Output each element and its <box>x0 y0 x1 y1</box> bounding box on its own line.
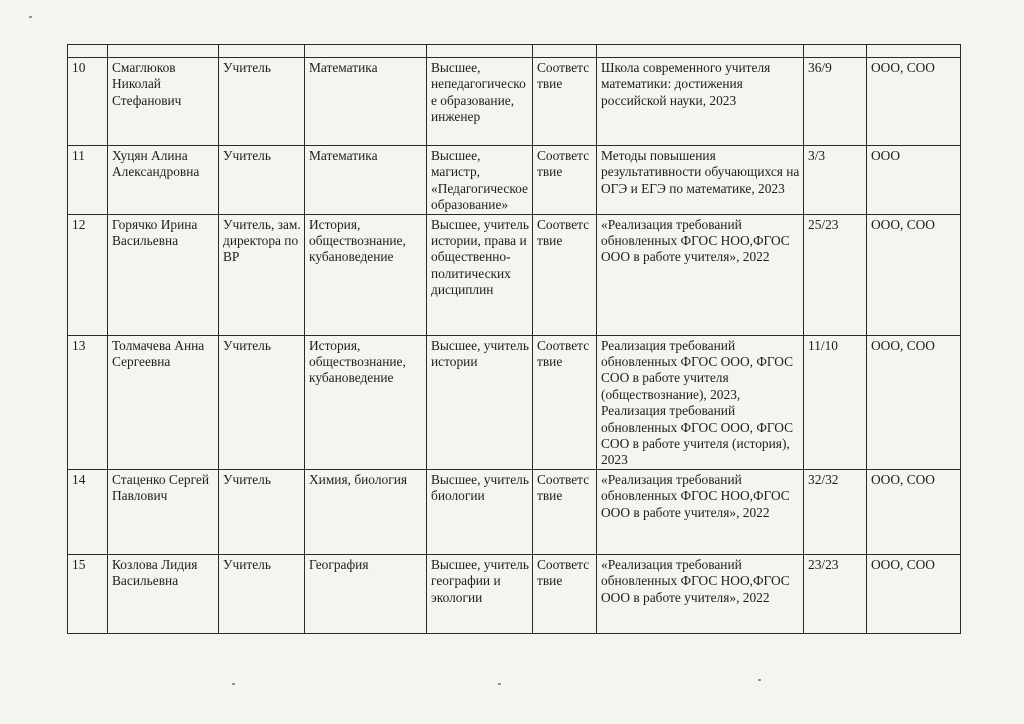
teacher-category: Соответствие <box>533 214 597 335</box>
teacher-level: ООО, СОО <box>867 554 961 633</box>
table-row <box>68 146 961 215</box>
teacher-level: ООО, СОО <box>867 335 961 469</box>
teacher-subject: Математика <box>305 58 427 146</box>
teacher-category: Соответствие <box>533 335 597 469</box>
row-number: 14 <box>68 469 108 554</box>
teacher-category: Соответствие <box>533 58 597 146</box>
row-number: 12 <box>68 214 108 335</box>
teacher-position: Учитель <box>219 554 305 633</box>
staff-table <box>67 44 961 634</box>
table-row <box>68 58 961 146</box>
teacher-name: Толмачева Анна Сергеевна <box>108 335 219 469</box>
row-number: 15 <box>68 554 108 633</box>
teacher-experience: 3/3 <box>804 146 867 215</box>
teacher-subject: История, обществознание, кубановедение <box>305 335 427 469</box>
teacher-category: Соответствие <box>533 146 597 215</box>
teacher-subject: Математика <box>305 146 427 215</box>
teacher-course: «Реализация требований обновленных ФГОС НОО,ФГОС ООО в работе учителя», 2022 <box>597 469 804 554</box>
teacher-name: Горячко Ирина Васильевна <box>108 214 219 335</box>
scan-speck <box>232 683 235 685</box>
teacher-course: Методы повышения результативности обучающихся на ОГЭ и ЕГЭ по математике, 2023 <box>597 146 804 215</box>
table-row <box>68 469 961 554</box>
table-header-stub <box>68 45 961 58</box>
row-number: 13 <box>68 335 108 469</box>
teacher-course: Школа современного учителя математики: достижения российской науки, 2023 <box>597 58 804 146</box>
teacher-category: Соответствие <box>533 469 597 554</box>
row-number: 10 <box>68 58 108 146</box>
row-number: 11 <box>68 146 108 215</box>
teacher-level: ООО <box>867 146 961 215</box>
teacher-category: Соответствие <box>533 554 597 633</box>
teacher-course: Реализация требований обновленных ФГОС ООО, ФГОС СОО в работе учителя (обществознание), 2023, Реализация требований обновленных ФГОС ООО, ФГОС СОО в работе учителя (история), 2023 <box>597 335 804 469</box>
scan-speck <box>758 679 761 681</box>
teacher-education: Высшее, учитель истории <box>427 335 533 469</box>
teacher-position: Учитель <box>219 146 305 215</box>
teacher-position: Учитель <box>219 58 305 146</box>
teacher-subject: Химия, биология <box>305 469 427 554</box>
teacher-position: Учитель <box>219 469 305 554</box>
teacher-experience: 23/23 <box>804 554 867 633</box>
teacher-education: Высшее, учитель географии и экологии <box>427 554 533 633</box>
teacher-experience: 36/9 <box>804 58 867 146</box>
teacher-position: Учитель <box>219 335 305 469</box>
teacher-name: Хуцян Алина Александровна <box>108 146 219 215</box>
teacher-subject: География <box>305 554 427 633</box>
table-row <box>68 335 961 469</box>
teacher-experience: 32/32 <box>804 469 867 554</box>
teacher-level: ООО, СОО <box>867 469 961 554</box>
scan-speck <box>29 16 32 18</box>
teacher-education: Высшее, магистр, «Педагогическое образование» <box>427 146 533 215</box>
teacher-name: Стаценко Сергей Павлович <box>108 469 219 554</box>
teacher-name: Козлова Лидия Васильевна <box>108 554 219 633</box>
teacher-experience: 11/10 <box>804 335 867 469</box>
teacher-position: Учитель, зам. директора по ВР <box>219 214 305 335</box>
teacher-education: Высшее, непедагогическое образование, инженер <box>427 58 533 146</box>
teacher-name: Смаглюков Николай Стефанович <box>108 58 219 146</box>
teacher-education: Высшее, учитель истории, права и общественно-политических дисциплин <box>427 214 533 335</box>
teacher-level: ООО, СОО <box>867 214 961 335</box>
teacher-subject: История, обществознание, кубановедение <box>305 214 427 335</box>
teacher-experience: 25/23 <box>804 214 867 335</box>
teacher-course: «Реализация требований обновленных ФГОС НОО,ФГОС ООО в работе учителя», 2022 <box>597 214 804 335</box>
teacher-level: ООО, СОО <box>867 58 961 146</box>
table-row <box>68 214 961 335</box>
table-row <box>68 554 961 633</box>
scan-speck <box>498 683 501 685</box>
teacher-course: «Реализация требований обновленных ФГОС НОО,ФГОС ООО в работе учителя», 2022 <box>597 554 804 633</box>
teacher-education: Высшее, учитель биологии <box>427 469 533 554</box>
